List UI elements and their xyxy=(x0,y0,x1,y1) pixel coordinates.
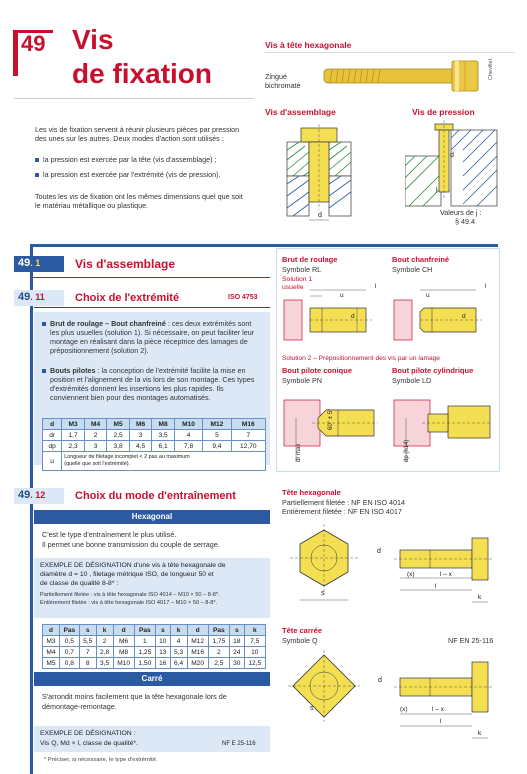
table-row xyxy=(43,441,266,452)
cylindrique-title: Bout pilote cylindrique xyxy=(392,366,474,375)
table-cell: M8 xyxy=(113,647,134,658)
table-cell: 3 xyxy=(129,430,152,441)
table-cell: 2 xyxy=(84,430,107,441)
table-cell: 0,7 xyxy=(59,647,79,658)
square-head-diagram xyxy=(284,646,498,746)
solution1-line1: Solution 1 xyxy=(282,276,313,283)
section-491-num-main: 49 xyxy=(18,257,31,269)
hex-l-label: l xyxy=(435,583,437,590)
table-cell: 12,5 xyxy=(244,658,265,669)
j-values-line1: Valeurs de j : xyxy=(440,208,482,217)
table-cell: M5 xyxy=(107,419,130,430)
ext-bullet2-marker xyxy=(42,369,46,373)
ext-table-header xyxy=(43,419,266,430)
pressure-d-label: d xyxy=(450,152,454,159)
table-cell: 2,8 xyxy=(96,647,113,658)
hex-head-diagram xyxy=(284,520,498,612)
section-4911-num-main: 49 xyxy=(18,291,31,303)
table-cell: Pas xyxy=(59,625,79,636)
table-cell: M3 xyxy=(43,636,60,647)
carre-example-line2: Vis Q, Md × l, classe de qualité*. xyxy=(40,740,138,747)
pressure-title: Vis de pression xyxy=(412,107,475,117)
table-cell: M12 xyxy=(203,419,231,430)
top-right-title: Vis à tête hexagonale xyxy=(265,40,352,50)
table-cell: 6,4 xyxy=(170,658,187,669)
hex-k-label: k xyxy=(478,594,482,601)
page-title-line2: de fixation xyxy=(72,58,213,89)
table-row xyxy=(43,636,266,647)
table-cell: 5,3 xyxy=(170,647,187,658)
table-cell: 3,5 xyxy=(96,658,113,669)
square-diagram-norm: NF EN 25-116 xyxy=(448,636,494,645)
conique-symbol: Symbole PN xyxy=(282,376,322,385)
section-491-title: Vis d'assemblage xyxy=(75,257,176,271)
table-cell: 0,8 xyxy=(59,658,79,669)
table-cell: s xyxy=(155,625,170,636)
section-491-left-border xyxy=(30,244,33,774)
conique-title: Bout pilote conique xyxy=(282,366,352,375)
table-cell: 1,75 xyxy=(208,636,229,647)
table-cell: d xyxy=(43,419,62,430)
section-4911-num-sub: . 11 xyxy=(30,292,45,302)
table-cell: 1,50 xyxy=(134,658,155,669)
section-4911-title: Choix de l'extrémité xyxy=(75,292,180,304)
section-491-num xyxy=(18,257,40,269)
section-4911-rule xyxy=(34,307,270,308)
table-cell: 1,25 xyxy=(134,647,155,658)
u-note-line2: (quelle que soit l'extrémité). xyxy=(64,461,131,467)
assembly-d-label: d xyxy=(318,212,322,219)
hex-example-line4: Partiellement filetée : vis à tête hexagonale ISO 4014 – M10 × 50 – 8-8*. xyxy=(40,592,220,598)
table-cell: d xyxy=(43,625,60,636)
chanfrein-u-label: u xyxy=(426,292,430,299)
u-note-line1: Longueur de filetage incomplet < 2 pas au maximum xyxy=(64,454,190,460)
table-cell: M16 xyxy=(231,419,265,430)
hex-diagram-line1: Partiellement filetée : NF EN ISO 4014 xyxy=(282,498,406,507)
carre-line2: démontage-remontage. xyxy=(42,702,117,711)
hex-line1: C'est le type d'entraînement le plus utilisé. xyxy=(42,530,177,539)
hex-example-line2: diamètre d = 10 , filetage métrique ISO, de longueur 50 et xyxy=(40,571,214,578)
table-cell: 3,8 xyxy=(107,441,130,452)
table-cell: 9,4 xyxy=(203,441,231,452)
table-cell: 4,5 xyxy=(129,441,152,452)
ext-bullet1-text: : ces deux extrémités sont les plus usuelles (solution 1). Si nécessaire, on peut faciliter leur montage en réalisant dans la pièce réceptrice des lamages de prépositionnement (solution 2). xyxy=(50,319,255,355)
table-cell: M4 xyxy=(84,419,107,430)
carre-band-label: Carré xyxy=(141,674,163,683)
brut-symbol: Symbole RL xyxy=(282,265,322,274)
table-cell: Pas xyxy=(134,625,155,636)
intro-bullet2-marker xyxy=(35,173,39,177)
footnote: * Préciser, si nécessaire, le type d'extrémité. xyxy=(44,757,158,763)
header-accent-bar xyxy=(13,30,18,76)
brut-title: Brut de roulage xyxy=(282,255,338,264)
brut-roulage-diagram xyxy=(282,286,387,348)
j-values-line2: § 49.4 xyxy=(455,217,475,226)
table-cell: 6,1 xyxy=(152,441,175,452)
cylindrique-symbol: Symbole LD xyxy=(392,376,432,385)
table-cell: 4 xyxy=(170,636,187,647)
chapter-number: 49 xyxy=(21,31,46,56)
table-cell: 10 xyxy=(155,636,170,647)
conique-angle-label: 60° ± 5° xyxy=(328,408,334,430)
ext-bullet1-marker xyxy=(42,322,46,326)
intro-bullet1: la pression est exercée par la tête (vis d'assemblage) ; xyxy=(43,155,217,164)
table-cell: M4 xyxy=(43,647,60,658)
table-cell: 5,5 xyxy=(79,636,96,647)
table-cell: k xyxy=(170,625,187,636)
solution2-line: Solution 2 – Prépositionnement des vis par un lamage xyxy=(282,355,440,362)
table-cell: 1 xyxy=(134,636,155,647)
table-cell: 2 xyxy=(96,636,113,647)
table-cell: 7,5 xyxy=(244,636,265,647)
conique-drmax-label: dr max xyxy=(296,443,302,462)
table-cell: 16 xyxy=(155,658,170,669)
section-491-num-sub: . 1 xyxy=(30,258,41,268)
table-cell: 1,7 xyxy=(62,430,85,441)
hex-lx-label: l – x xyxy=(440,571,452,578)
brut-l-label: l xyxy=(375,283,377,290)
square-d-label: d xyxy=(378,677,382,684)
table-cell: s xyxy=(229,625,244,636)
table-cell: 2,5 xyxy=(208,658,229,669)
assembly-diagram xyxy=(285,120,385,230)
hex-table-header xyxy=(43,625,266,636)
section-4912-num-sub: . 12 xyxy=(30,490,46,500)
table-cell: M5 xyxy=(43,658,60,669)
intro-bullet1-marker xyxy=(35,158,39,162)
ext-bullet1 xyxy=(50,319,262,355)
brut-u-label: u xyxy=(340,292,344,299)
square-lx-label: l – x xyxy=(432,706,444,713)
brand-vertical: Chevillet xyxy=(488,58,494,80)
square-x-label: (x) xyxy=(400,706,408,713)
table-cell: M12 xyxy=(187,636,208,647)
brut-d-label: d xyxy=(351,313,355,320)
table-cell: M8 xyxy=(152,419,175,430)
table-cell: s xyxy=(79,625,96,636)
square-diagram-title: Tête carrée xyxy=(282,626,323,635)
table-row xyxy=(43,452,266,471)
ext-bullet2-bold: Bouts pilotes xyxy=(50,366,96,375)
header-divider xyxy=(14,98,254,99)
table-cell: 2 xyxy=(208,647,229,658)
table-cell: 30 xyxy=(229,658,244,669)
section-491-panel xyxy=(30,244,498,247)
hex-example-line3: de classe de qualité 8-8* : xyxy=(40,580,119,587)
table-cell: 12,70 xyxy=(231,441,265,452)
section-4911-num xyxy=(18,291,45,303)
table-cell: M10 xyxy=(174,419,202,430)
table-cell: d xyxy=(113,625,134,636)
table-cell: 5 xyxy=(203,430,231,441)
table-cell: 7 xyxy=(231,430,265,441)
section-4912-num-main: 49 xyxy=(18,489,31,501)
ext-bullet1-bold: Brut de roulage – Bout chanfreiné xyxy=(50,319,166,328)
table-cell-note xyxy=(62,452,266,471)
chanfrein-l-label: l xyxy=(485,283,487,290)
hex-example-line1: EXEMPLE DE DÉSIGNATION d'une vis à tête hexagonale de xyxy=(40,562,226,569)
intro-closing: Toutes les vis de fixation ont les mêmes dimensions quel que soit le matériau métallique ou plastique. xyxy=(35,192,243,210)
hex-bolt-photo xyxy=(320,58,500,94)
table-cell: M16 xyxy=(187,647,208,658)
table-cell: k xyxy=(244,625,265,636)
carre-example-line1: EXEMPLE DE DÉSIGNATION : xyxy=(40,730,136,737)
pressure-diagram xyxy=(405,120,505,220)
intro-paragraph: Les vis de fixation servent à réunir plusieurs pièces par pression des unes sur les autres. Deux modes d'action sont utilisés : xyxy=(35,125,240,143)
section-491-rule xyxy=(30,277,270,278)
chanfrein-title: Bout chanfreiné xyxy=(392,255,450,264)
table-cell: M10 xyxy=(113,658,134,669)
finish-line2: bichromaté xyxy=(265,81,301,90)
table-cell: 4 xyxy=(174,430,202,441)
table-cell: dr xyxy=(43,430,62,441)
hex-band-label: Hexagonal xyxy=(131,512,173,521)
table-cell: 7 xyxy=(79,647,96,658)
square-s-label: s xyxy=(310,705,314,712)
square-diagram-symbol: Symbole Q xyxy=(282,636,318,645)
table-cell: d xyxy=(187,625,208,636)
table-cell: k xyxy=(96,625,113,636)
table-cell: M6 xyxy=(113,636,134,647)
ext-bullet2 xyxy=(50,366,262,402)
cylindrique-dp-label: dp (h14) xyxy=(404,439,410,462)
table-cell: 3,5 xyxy=(152,430,175,441)
intro-bullet2: la pression est exercée par l'extrémité (vis de pression). xyxy=(43,170,221,179)
hex-example-line5: Entièrement filetée : vis à tête hexagonale ISO 4017 – M10 × 50 – 8-8*. xyxy=(40,600,218,606)
pressure-j-label: j xyxy=(436,186,438,193)
ext-bullet2-text: : la conception de l'extrémité facilite la mise en position et l'alignement de la vis lors de son montage. Ces types d'extrémités donnent les insertions les plus rapides. Ils conviennent bien pour des montages automatisés. xyxy=(50,366,255,402)
carre-line1: S'arrondit moins facilement que la tête hexagonale lors de xyxy=(42,692,227,701)
table-row xyxy=(43,647,266,658)
table-cell: Pas xyxy=(208,625,229,636)
table-row xyxy=(43,430,266,441)
table-cell: 3 xyxy=(84,441,107,452)
table-cell: 13 xyxy=(155,647,170,658)
solution1-line2: usuelle xyxy=(282,284,304,291)
carre-norm: NF E 25-116 xyxy=(222,741,256,747)
table-cell: 2,5 xyxy=(107,430,130,441)
hex-line2: Il permet une bonne transmission du couple de serrage. xyxy=(42,540,220,549)
square-l-label: l xyxy=(440,718,442,725)
section-4912-num xyxy=(18,489,45,501)
table-cell: 24 xyxy=(229,647,244,658)
page-title-line1: Vis xyxy=(72,24,114,55)
table-cell: M6 xyxy=(129,419,152,430)
chanfrein-symbol: Symbole CH xyxy=(392,265,433,274)
hex-d-label: d xyxy=(377,548,381,555)
hex-diagram-line2: Entièrement filetée : NF EN ISO 4017 xyxy=(282,507,402,516)
table-cell: 8 xyxy=(79,658,96,669)
top-right-rule xyxy=(265,52,515,53)
table-cell: 2,3 xyxy=(62,441,85,452)
section-4911-norm: ISO 4753 xyxy=(228,294,258,301)
hex-diagram-title: Tête hexagonale xyxy=(282,488,341,497)
finish-line1: Zingué xyxy=(265,72,287,81)
square-k-label: k xyxy=(478,730,482,737)
table-cell: 18 xyxy=(229,636,244,647)
hex-x-label: (x) xyxy=(407,571,415,578)
table-cell: u xyxy=(43,452,62,471)
table-cell: 7,8 xyxy=(174,441,202,452)
hex-s-label: s xyxy=(321,590,325,597)
table-cell: 10 xyxy=(244,647,265,658)
table-row xyxy=(43,658,266,669)
bout-chanfreine-diagram xyxy=(392,286,497,348)
section-4912-title: Choix du mode d'entraînement xyxy=(75,490,236,502)
assembly-title: Vis d'assemblage xyxy=(265,107,336,117)
table-cell: dp xyxy=(43,441,62,452)
table-cell: 0,5 xyxy=(59,636,79,647)
table-cell: M20 xyxy=(187,658,208,669)
ext-dimension-table xyxy=(42,418,266,471)
table-cell: M3 xyxy=(62,419,85,430)
chanfrein-d-label: d xyxy=(462,313,466,320)
hex-dimension-table xyxy=(42,624,266,669)
